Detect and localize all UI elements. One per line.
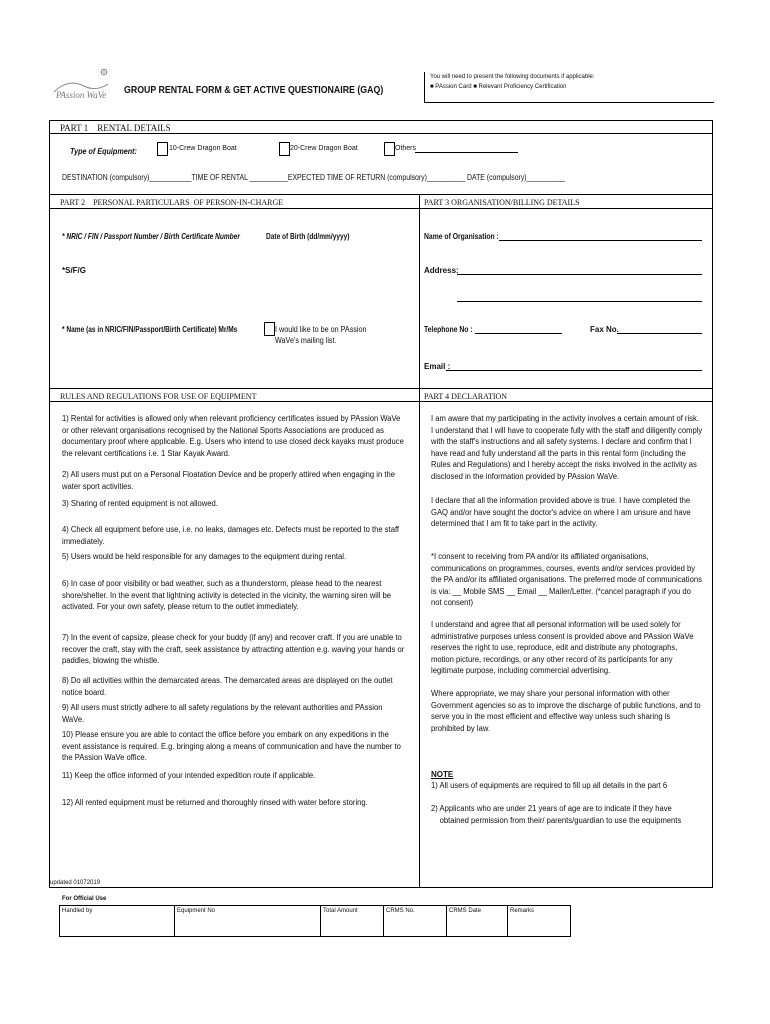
- col-crms-no: CRMS No.: [386, 908, 415, 914]
- updated-date: updated 01072019: [50, 880, 101, 886]
- logo-text: PAssion WaVe: [56, 90, 107, 100]
- col-crms-date: CRMS Date: [449, 908, 482, 914]
- option-others-label: Others: [395, 145, 417, 152]
- others-input[interactable]: [415, 152, 518, 153]
- fax-input[interactable]: [617, 333, 702, 334]
- rule-item: 6) In case of poor visibility or bad weather, such as a thunderstorm, please head to the nearest shore/shelter. In the event that lightning activity is detected in the vicinity, the warning siren will be activated. For your own safety, please return to the outlet immediately.: [62, 579, 391, 611]
- logo-icon: [50, 66, 112, 106]
- col-total-amount: Total Amount: [323, 908, 358, 914]
- org-name-input[interactable]: [499, 240, 702, 241]
- rule-item: 4) Check all equipment before use, i.e. no leaks, damages etc. Defects must be reported to the staff immediately.: [62, 525, 400, 546]
- rule-item: 9) All users must strictly adhere to all safety regulations by the relevant authorities and PAssion WaVe.: [62, 703, 383, 724]
- part4-heading: PART 4 DECLARATION: [424, 392, 508, 401]
- col-remarks: Remarks: [510, 908, 535, 914]
- telephone-label: Telephone No :: [424, 325, 473, 334]
- col-handled-by: Handled by: [62, 908, 93, 914]
- fax-label: Fax No.: [590, 325, 619, 334]
- declaration-para: I am aware that my participating in the activity involves a certain amount of risk. I understand that I will have to cooperate fully with the staff and diligently comply with the staff's instructions and all safety systems. I declare and confirm that I have read and fully understand all the parts in this rental form (including the Rules and Regulations) and I hereby accept the risks involved in the activity as disclosed in the information provided by PAssion WaVe.: [431, 414, 703, 481]
- rule-item: 8) Do all activities within the demarcated areas. The demarcated areas are displayed on the outlet notice board.: [62, 676, 393, 697]
- email-input[interactable]: [446, 370, 702, 371]
- page-title: GROUP RENTAL FORM & GET ACTIVE QUESTIONAIRE (GAQ): [124, 85, 384, 96]
- declaration-para: I understand and agree that all personal information will be used solely for administrative purposes unless consent is provided above and PAssion WaVe reserves the right to use, reproduce, edit and distribute any photographs, motion picture, recordings, or any other record of its participants for any legitimate purpose, including commercial advertising.: [431, 620, 694, 675]
- telephone-input[interactable]: [475, 333, 562, 334]
- rental-details-line[interactable]: DESTINATION (compulsory)___________TIME OF RENTAL __________EXPECTED TIME OF RETURN (compulsory)__________ DATE (compulsory)__________: [62, 173, 565, 182]
- part1-heading: PART 1 RENTAL DETAILS: [60, 123, 171, 133]
- option-20-crew-label: 20-Crew Dragon Boat: [290, 145, 358, 152]
- rules-heading: RULES AND REGULATIONS FOR USE OF EQUIPMENT: [60, 392, 257, 401]
- rule-item: 1) Rental for activities is allowed only when relevant proficiency certificates issued by PAssion WaVe or other relevant organisations recognised by the National Sports Associations are produced as documentary proof where applicable. E.g. Users who intend to use closed deck kayaks must produce the relevant certifications i.e. 1 Star Kayak Award.: [62, 414, 404, 458]
- name-label: * Name (as in NRIC/FIN/Passport/Birth Certificate) Mr/Ms: [62, 325, 238, 334]
- rule-item: 7) In the event of capsize, please check for your buddy (if any) and recover craft. If you are unable to recover the craft, stay with the craft, seek assistance by attracting attention e.g. waving your hands or paddles, blowing the whistle.: [62, 633, 405, 665]
- sfg-label: *S/F/G: [62, 266, 87, 275]
- mailing-list-label: I would like to be on PAssion WaVe's mailing list.: [275, 325, 367, 345]
- documents-note: You will need to present the following documents if applicable:: [430, 74, 595, 80]
- rule-item: 3) Sharing of rented equipment is not allowed.: [62, 499, 218, 508]
- checkbox-others[interactable]: [384, 142, 395, 156]
- part3-heading: PART 3 ORGANISATION/BILLING DETAILS: [424, 198, 580, 207]
- address-input-2[interactable]: [457, 301, 702, 302]
- option-10-crew-label: 10-Crew Dragon Boat: [169, 145, 237, 152]
- note-item: 2) Applicants who are under 21 years of age are to indicate if they have obtained permission from their/ parents/guardian to use the equipments: [431, 804, 682, 825]
- rule-item: 2) All users must put on a Personal Floatation Device and be properly attired when engaging in the water sport activities.: [62, 470, 395, 491]
- nric-label: * NRIC / FIN / Passport Number / Birth Certificate Number: [62, 232, 240, 241]
- email-label: Email :: [424, 362, 451, 371]
- rule-item: 11) Keep the office informed of your intended expedition route if applicable.: [62, 771, 316, 780]
- org-name-label: Name of Organisation :: [424, 232, 499, 241]
- consent-para[interactable]: *I consent to receiving from PA and/or its affiliated organisations, communications on programmes, courses, events and/or services provided by the PA and/or its affiliated organisations. The preferred mode of communications is via: __ Mobile SMS __ Email __ Mailer/Letter. (*cancel paragraph if you do not consent): [431, 552, 702, 607]
- official-use-table: [59, 905, 571, 937]
- documents-note-box: [424, 72, 714, 103]
- mailing-list-checkbox[interactable]: [264, 322, 275, 336]
- part2-heading: PART 2 PERSONAL PARTICULARS OF PERSON-IN-CHARGE: [60, 198, 284, 207]
- documents-list: ■ PAssion Card ■ Relevant Proficiency Certification: [430, 84, 567, 90]
- official-use-label: For Official Use: [62, 896, 107, 902]
- checkbox-10-crew[interactable]: [157, 142, 168, 156]
- logo: [50, 66, 112, 106]
- address-label: Address:: [424, 266, 459, 275]
- address-input-1[interactable]: [457, 274, 702, 275]
- dob-label: Date of Birth (dd/mm/yyyy): [266, 232, 350, 241]
- declaration-para: Where appropriate, we may share your personal information with other Government agencies so as to improve the discharge of public functions, and to serve you in the most efficient and effective way unless such sharing is prohibited by law.: [431, 689, 701, 733]
- declaration-para: I declare that all the information provided above is true. I have completed the GAQ and/or have sought the doctor's advice on where I am unsure and have determined that I am fit to take part in the activity.: [431, 496, 691, 528]
- note-item: 1) All users of equipments are required to fill up all details in the part 6: [431, 781, 668, 790]
- rule-item: 12) All rented equipment must be returned and thoroughly rinsed with water before storing.: [62, 798, 368, 807]
- col-equipment-no: Equipment No: [177, 908, 216, 914]
- note-heading: NOTE: [431, 770, 454, 779]
- checkbox-20-crew[interactable]: [279, 142, 290, 156]
- equipment-type-label: Type of Equipment:: [70, 147, 137, 156]
- rule-item: 10) Please ensure you are able to contact the office before you embark on any expeditions in the event assistance is required. E.g. bringing along a means of communication and have the number to the PAssion WaVe office.: [62, 730, 401, 762]
- rule-item: 5) Users would be held responsible for any damages to the equipment during rental.: [62, 552, 347, 561]
